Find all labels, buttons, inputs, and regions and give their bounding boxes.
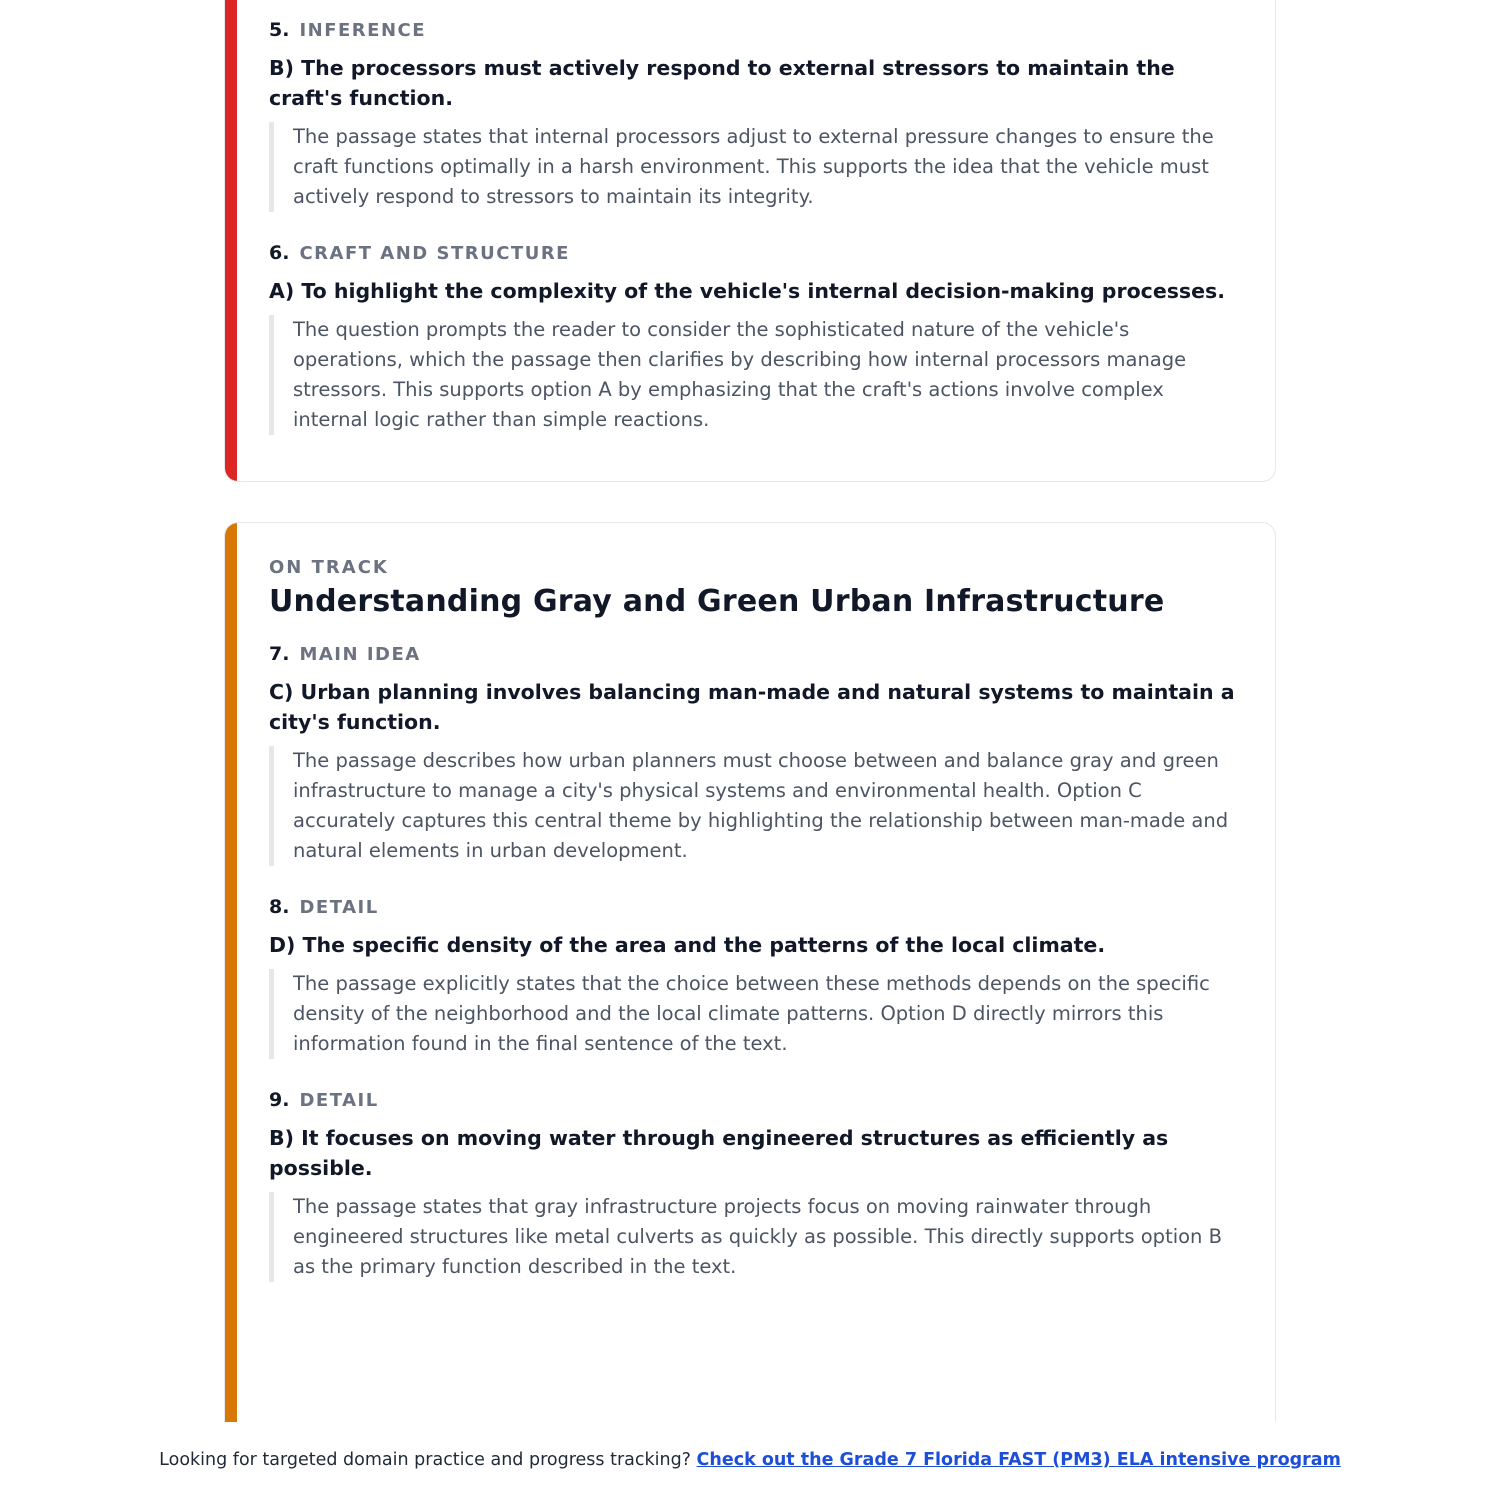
results-card-on-track	[224, 522, 1276, 1422]
question-number: 9.	[269, 1089, 290, 1111]
question-number: 5.	[269, 19, 290, 41]
question-item	[269, 643, 1243, 866]
correct-answer: B) It focuses on moving water through engineered structures as efficiently as possible.	[269, 1126, 1169, 1180]
accent-bar-red	[225, 0, 237, 481]
question-category: CRAFT AND STRUCTURE	[299, 243, 570, 264]
answer-explanation: The passage explicitly states that the choice between these methods depends on the specific density of the neighborhood and the local climate patterns. Option D directly mirrors this information found in the final sentence of the text.	[269, 969, 1243, 1059]
question-header	[269, 643, 1243, 665]
results-card-needs-work	[224, 0, 1276, 482]
question-category: DETAIL	[299, 897, 379, 918]
question-item	[269, 896, 1243, 1059]
question-header	[269, 896, 1243, 918]
question-number: 6.	[269, 242, 290, 264]
program-link[interactable]: Check out the Grade 7 Florida FAST (PM3) ELA intensive program	[696, 1450, 1341, 1470]
accent-bar-orange	[225, 523, 237, 1422]
answer-explanation: The passage states that gray infrastructure projects focus on moving rainwater through engineered structures like metal culverts as quickly as possible. This directly supports option B as the primary function described in the text.	[269, 1192, 1243, 1282]
question-category: DETAIL	[299, 1090, 379, 1111]
question-item	[269, 242, 1243, 435]
question-item	[269, 19, 1243, 212]
question-number: 7.	[269, 643, 290, 665]
correct-answer: B) The processors must actively respond to external stressors to maintain the craft's function.	[269, 56, 1175, 110]
passage-title: Understanding Gray and Green Urban Infrastructure	[269, 584, 1165, 619]
question-header	[269, 19, 1243, 41]
card-content	[269, 557, 1243, 1312]
correct-answer: A) To highlight the complexity of the vehicle's internal decision-making processes.	[269, 279, 1226, 303]
question-item	[269, 1089, 1243, 1282]
footer-promo	[0, 1450, 1500, 1470]
answer-explanation: The passage describes how urban planners must choose between and balance gray and green infrastructure to manage a city's physical systems and environmental health. Option C accurately captures this central theme by highlighting the relationship between man-made and natural elements in urban development.	[269, 746, 1243, 866]
correct-answer: D) The specific density of the area and the patterns of the local climate.	[269, 933, 1106, 957]
question-category: INFERENCE	[299, 20, 427, 41]
answer-explanation: The passage states that internal processors adjust to external pressure changes to ensure the craft functions optimally in a harsh environment. This supports the idea that the vehicle must actively respond to stressors to maintain its integrity.	[269, 122, 1243, 212]
question-number: 8.	[269, 896, 290, 918]
status-label: ON TRACK	[269, 557, 389, 578]
card-content	[269, 19, 1243, 465]
question-header	[269, 242, 1243, 264]
question-category: MAIN IDEA	[299, 644, 421, 665]
question-header	[269, 1089, 1243, 1111]
answer-explanation: The question prompts the reader to consider the sophisticated nature of the vehicle's operations, which the passage then clarifies by describing how internal processors manage stressors. This supports option A by emphasizing that the craft's actions involve complex internal logic rather than simple reactions.	[269, 315, 1243, 435]
correct-answer: C) Urban planning involves balancing man-made and natural systems to maintain a city's function.	[269, 680, 1235, 734]
footer-text: Looking for targeted domain practice and progress tracking?	[159, 1450, 691, 1470]
